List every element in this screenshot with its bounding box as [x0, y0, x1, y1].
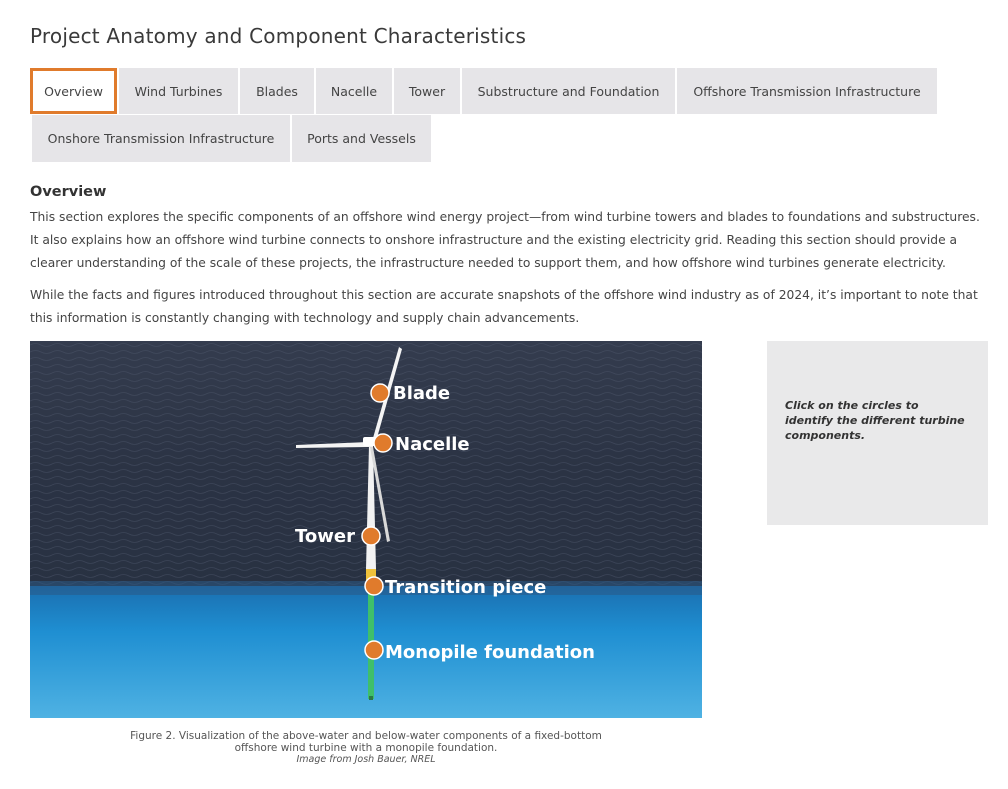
page-title: Project Anatomy and Component Characteristics	[30, 24, 527, 48]
figure-caption: Figure 2. Visualization of the above-water and below-water components of a fixed-bottom offshore wind turbine with a monopile foundation.	[130, 730, 602, 754]
info-panel-text: Click on the circles to identify the different turbine components.	[785, 399, 965, 442]
section-heading: Overview	[30, 184, 107, 200]
hotspot-monopile[interactable]	[365, 641, 595, 663]
hotspot-tower[interactable]	[295, 526, 380, 547]
tab-overview[interactable]: Overview	[30, 68, 117, 114]
hotspot-transition-piece[interactable]	[365, 577, 546, 598]
tab-wind-turbines[interactable]: Wind Turbines	[119, 68, 238, 114]
tab-ports-and-vessels[interactable]: Ports and Vessels	[292, 115, 431, 162]
hotspot-label-blade: Blade	[393, 383, 451, 404]
tab-substructure-and-foundation[interactable]: Substructure and Foundation	[462, 68, 675, 114]
component-info-panel	[767, 341, 988, 525]
overview-paragraph-2: While the facts and figures introduced throughout this section are accurate snapshots of the offshore wind industry as of 2024, it’s important to note that this information is constantly changing with technology and supply chain advancements.	[30, 288, 978, 325]
hotspot-label-nacelle: Nacelle	[395, 434, 470, 455]
tab-nacelle[interactable]: Nacelle	[316, 68, 392, 114]
overview-paragraph-1: This section explores the specific components of an offshore wind energy project—from wind turbine towers and blades to foundations and substructures. It also explains how an offshore wind turbine connects to onshore infrastructure and the existing electricity grid. Reading this section should provide a clearer understanding of the scale of these projects, the infrastructure needed to support them, and how offshore wind turbines generate electricity.	[30, 210, 980, 270]
tab-blades[interactable]: Blades	[240, 68, 314, 114]
hotspot-blade[interactable]	[371, 383, 450, 404]
tab-onshore-transmission[interactable]: Onshore Transmission Infrastructure	[32, 115, 290, 162]
figure-credit: Image from Josh Bauer, NREL	[296, 754, 436, 765]
turbine-figure	[30, 341, 702, 718]
hotspot-label-tower: Tower	[295, 526, 355, 547]
hotspot-label-transition-piece: Transition piece	[385, 577, 547, 598]
tab-offshore-transmission[interactable]: Offshore Transmission Infrastructure	[677, 68, 937, 114]
tab-tower[interactable]: Tower	[394, 68, 460, 114]
hotspot-label-monopile: Monopile foundation	[385, 642, 595, 663]
